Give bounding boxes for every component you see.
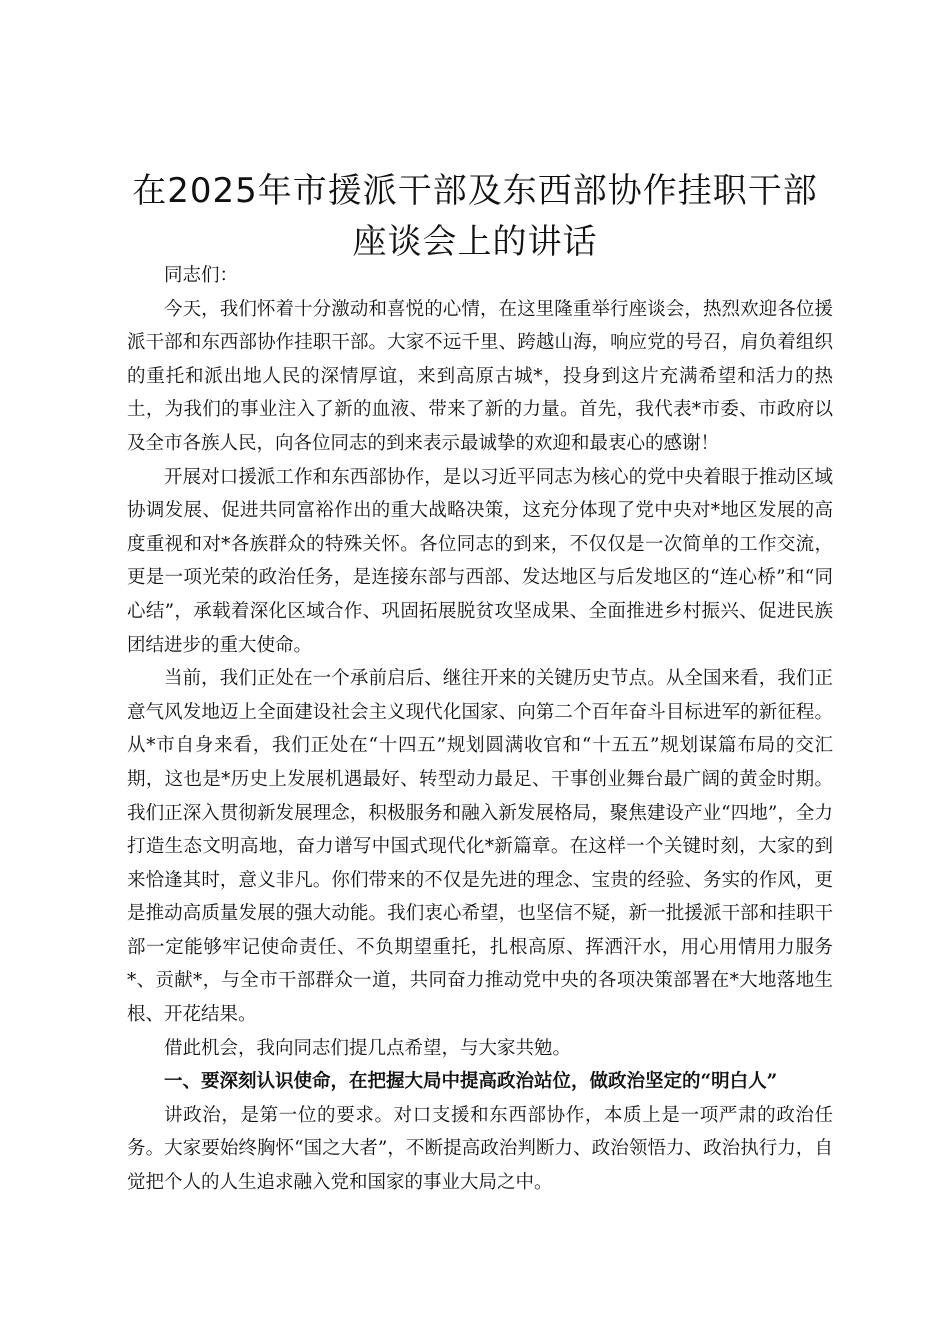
document-body [127,259,833,1200]
salutation: 同志们： [164,265,239,286]
paragraph-hopes-intro: 借此机会，我向同志们提几点希望，与大家共勉。 [164,1037,572,1059]
paragraph-strategy: 开展对口援派工作和东西部协作，是以习近平同志为核心的党中央着眼于推动区域协调发展、促进共同富裕作出的重大战略决策，这充分体现了党中央对*地区发展的高度重视和对*各族群众的特殊关怀。各位同志的到来，不仅仅是一次简单的工作交流，更是一项光荣的政治任务，是连接东部与西部、发达地区与后发地区的“连心桥”和“同心结”，承载着深化区域合作、巩固拓展脱贫攻坚成果、全面推进乡村振兴、促进民族团结进步的重大使命。 [127,466,833,656]
document-title-line-2: 座谈会上的讲话 [352,222,598,262]
paragraph-current-situation: 当前，我们正处在一个承前启后、继往开来的关键历史节点。从全国来看，我们正意气风发地迈上全面建设社会主义现代化国家、向第二个百年奋斗目标进军的新征程。从*市自身来看，我们正处在“十四五”规划圆满收官和“十五五”规划谋篇布局的交汇期，这也是*历史上发展机遇最好、转型动力最足、干事创业舞台最广阔的黄金时期。我们正深入贯彻新发展理念，积极服务和融入新发展格局，聚焦建设产业“四地”，全力打造生态文明高地，奋力谱写中国式现代化*新篇章。在这样一个关键时刻，大家的到来恰逢其时，意义非凡。你们带来的不仅是先进的理念、宝贵的经验、务实的作风，更是推动高质量发展的强大动能。我们衷心希望，也坚信不疑，新一批援派干部和挂职干部一定能够牢记使命责任、不负期望重托，扎根高原、挥洒汗水，用心用情用力服务*、贡献*，与全市干部群众一道，共同奋力推动党中央的各项决策部署在*大地落地生根、开花结果。 [127,668,833,1026]
document-title-line-1: 在2025年市援派干部及东西部协作挂职干部 [132,171,818,211]
section-heading-1: 一、要深刻认识使命，在把握大局中提高政治站位，做政治坚定的“明白人” [164,1071,778,1093]
paragraph-welcome: 今天，我们怀着十分激动和喜悦的心情，在这里隆重举行座谈会，热烈欢迎各位援派干部和东西部协作挂职干部。大家不远千里、跨越山海，响应党的号召，肩负着组织的重托和派出地人民的深情厚谊，来到高原古城*，投身到这片充满希望和活力的热土，为我们的事业注入了新的血液、带来了新的力量。首先，我代表*市委、市政府以及全市各族人民，向各位同志的到来表示最诚挚的欢迎和最衷心的感谢！ [127,298,833,454]
paragraph-politics: 讲政治，是第一位的要求。对口支援和东西部协作，本质上是一项严肃的政治任务。大家要始终胸怀“国之大者”，不断提高政治判断力、政治领悟力、政治执行力，自觉把个人的人生追求融入党和国家的事业大局之中。 [127,1104,833,1194]
